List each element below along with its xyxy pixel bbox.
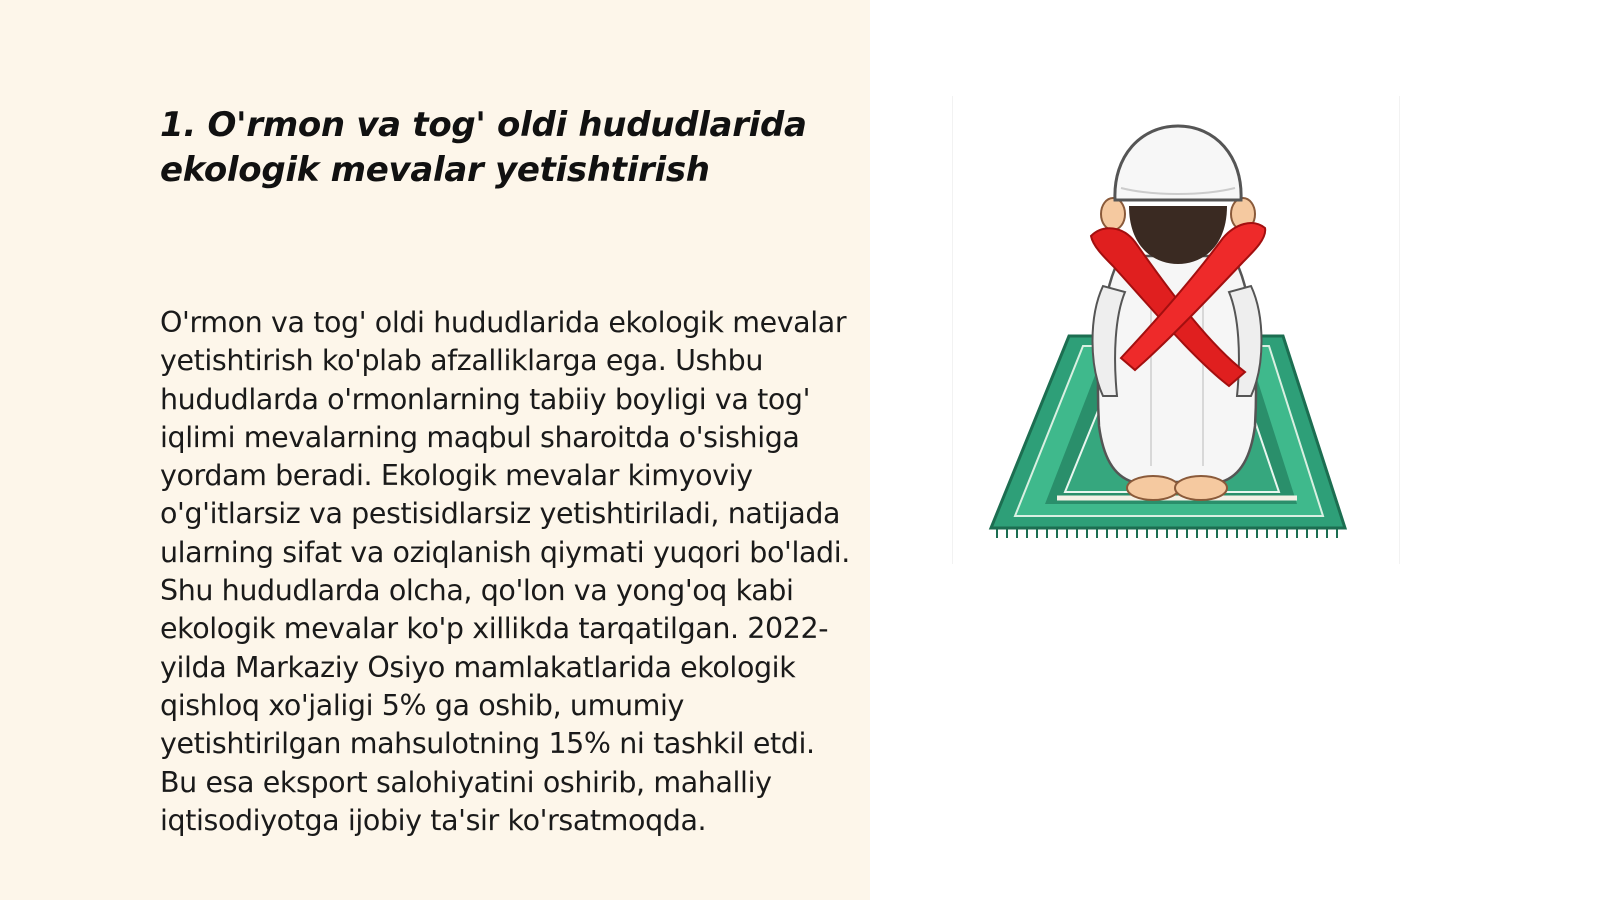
illustration-card xyxy=(952,96,1400,564)
slide-title: 1. O'rmon va tog' oldi hududlarida ekologik mevalar yetishtirish xyxy=(160,105,807,190)
praying-person-crossed-out-icon xyxy=(953,96,1399,564)
slide-body-text: O'rmon va tog' oldi hududlarida ekologik mevalar yetishtirish ko'plab afzalliklarga ega. Ushbu hududlarda o'rmonlarning tabiiy boyligi va tog' iqlimi mevalarning maqbul sharoitda o'sishiga yordam beradi. Ekologik mevalar kimyoviy o'g'itlarsiz va pestisidlarsiz yetishtiriladi, natijada ularning sifat va oziqlanish qiymati yuqori bo'ladi. Shu hududlarda olcha, qo'lon va yong'oq kabi ekologik mevalar ko'p xillikda tarqatilgan. 2022-yilda Markaziy Osiyo mamlakatlarida ekologik qishloq xo'jaligi 5% ga oshib, umumiy yetishtirilgan mahsulotning 15% ni tashkil etdi. Bu esa eksport salohiyatini oshirib, mahalliy iqtisodiyotga ijobiy ta'sir ko'rsatmoqda. xyxy=(160,306,850,837)
